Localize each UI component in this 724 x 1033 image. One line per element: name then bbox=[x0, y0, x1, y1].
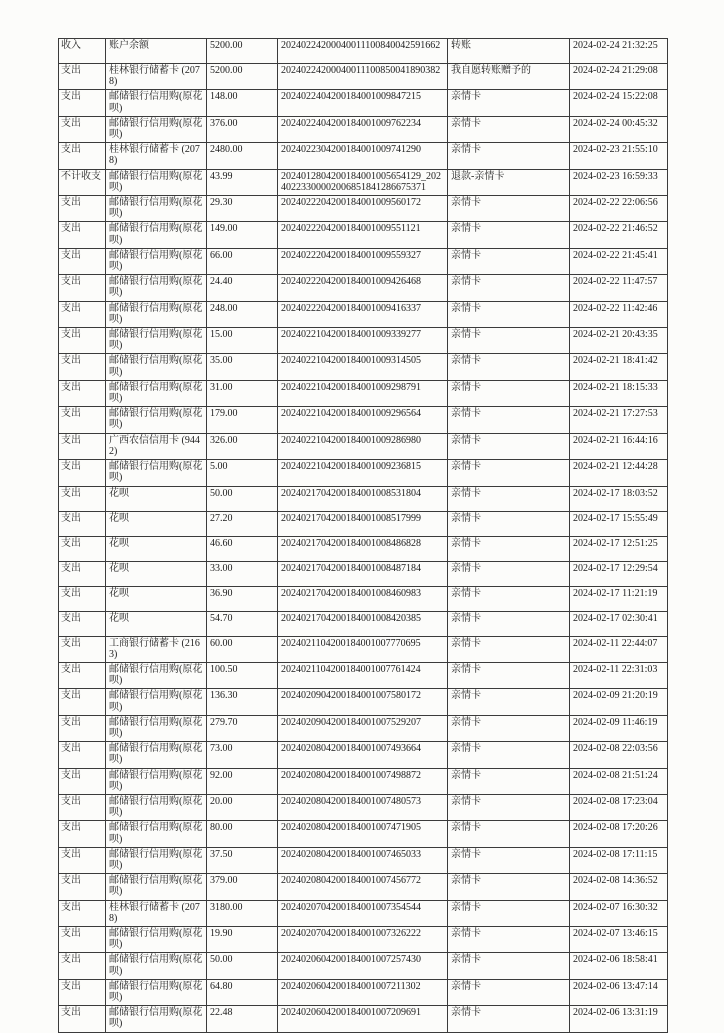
cell-note: 亲情卡 bbox=[448, 847, 570, 873]
cell-amount: 46.60 bbox=[207, 536, 278, 561]
cell-note: 我自愿转账赠予的 bbox=[448, 64, 570, 90]
cell-transaction-type: 支出 bbox=[59, 116, 106, 142]
cell-datetime: 2024-02-08 17:20:26 bbox=[570, 821, 668, 847]
cell-datetime: 2024-02-07 13:46:15 bbox=[570, 926, 668, 952]
cell-transaction-id: 2024022104200184001009314505 bbox=[278, 354, 448, 380]
cell-note: 亲情卡 bbox=[448, 407, 570, 433]
cell-amount: 92.00 bbox=[207, 768, 278, 794]
cell-transaction-type: 不计收支 bbox=[59, 169, 106, 195]
cell-datetime: 2024-02-22 21:46:52 bbox=[570, 222, 668, 248]
cell-account: 花呗 bbox=[106, 611, 207, 636]
cell-account: 邮储银行信用购(原花呗) bbox=[106, 380, 207, 406]
cell-account: 邮储银行信用购(原花呗) bbox=[106, 301, 207, 327]
cell-transaction-type: 支出 bbox=[59, 1006, 106, 1032]
cell-account: 邮储银行信用购(原花呗) bbox=[106, 248, 207, 274]
cell-transaction-id: 2024022204200184001009426468 bbox=[278, 275, 448, 301]
cell-note: 亲情卡 bbox=[448, 460, 570, 486]
cell-note: 亲情卡 bbox=[448, 196, 570, 222]
table-row bbox=[59, 662, 668, 688]
cell-amount: 376.00 bbox=[207, 116, 278, 142]
cell-note: 亲情卡 bbox=[448, 354, 570, 380]
cell-datetime: 2024-02-17 15:55:49 bbox=[570, 511, 668, 536]
cell-account: 邮储银行信用购(原花呗) bbox=[106, 328, 207, 354]
cell-transaction-type: 支出 bbox=[59, 900, 106, 926]
cell-note: 亲情卡 bbox=[448, 953, 570, 979]
cell-account: 邮储银行信用购(原花呗) bbox=[106, 953, 207, 979]
cell-account: 邮储银行信用购(原花呗) bbox=[106, 407, 207, 433]
cell-amount: 24.40 bbox=[207, 275, 278, 301]
cell-transaction-id: 2024020604200184001007211302 bbox=[278, 979, 448, 1005]
cell-transaction-id: 2024021704200184001008531804 bbox=[278, 486, 448, 511]
table-row bbox=[59, 196, 668, 222]
cell-transaction-type: 支出 bbox=[59, 768, 106, 794]
cell-note: 亲情卡 bbox=[448, 821, 570, 847]
cell-transaction-type: 支出 bbox=[59, 328, 106, 354]
cell-datetime: 2024-02-24 21:32:25 bbox=[570, 39, 668, 64]
cell-note: 亲情卡 bbox=[448, 874, 570, 900]
cell-transaction-type: 支出 bbox=[59, 742, 106, 768]
cell-transaction-id: 2024022304200184001009741290 bbox=[278, 143, 448, 169]
cell-transaction-type: 支出 bbox=[59, 143, 106, 169]
cell-account: 邮储银行信用购(原花呗) bbox=[106, 196, 207, 222]
cell-note: 亲情卡 bbox=[448, 143, 570, 169]
cell-transaction-type: 支出 bbox=[59, 380, 106, 406]
cell-amount: 3180.00 bbox=[207, 900, 278, 926]
cell-transaction-id: 2024022404200184001009847215 bbox=[278, 90, 448, 116]
cell-account: 花呗 bbox=[106, 561, 207, 586]
cell-account: 桂林银行储蓄卡 (2078) bbox=[106, 143, 207, 169]
cell-transaction-type: 支出 bbox=[59, 301, 106, 327]
cell-account: 邮储银行信用购(原花呗) bbox=[106, 169, 207, 195]
cell-transaction-id: 2024022204200184001009560172 bbox=[278, 196, 448, 222]
cell-amount: 27.20 bbox=[207, 511, 278, 536]
cell-account: 花呗 bbox=[106, 511, 207, 536]
cell-account: 邮储银行信用购(原花呗) bbox=[106, 460, 207, 486]
cell-transaction-id: 2024021704200184001008487184 bbox=[278, 561, 448, 586]
cell-transaction-type: 支出 bbox=[59, 64, 106, 90]
cell-account: 花呗 bbox=[106, 586, 207, 611]
cell-transaction-id: 2024021704200184001008517999 bbox=[278, 511, 448, 536]
cell-account: 桂林银行储蓄卡 (2078) bbox=[106, 900, 207, 926]
cell-note: 亲情卡 bbox=[448, 248, 570, 274]
cell-amount: 36.90 bbox=[207, 586, 278, 611]
table-row bbox=[59, 715, 668, 741]
table-row bbox=[59, 847, 668, 873]
table-row bbox=[59, 636, 668, 662]
table-row bbox=[59, 979, 668, 1005]
cell-note: 亲情卡 bbox=[448, 536, 570, 561]
table-row bbox=[59, 586, 668, 611]
table-row bbox=[59, 926, 668, 952]
cell-datetime: 2024-02-06 13:47:14 bbox=[570, 979, 668, 1005]
table-row bbox=[59, 433, 668, 459]
cell-transaction-id: 2024021704200184001008486828 bbox=[278, 536, 448, 561]
cell-transaction-type: 支出 bbox=[59, 715, 106, 741]
cell-note: 亲情卡 bbox=[448, 979, 570, 1005]
cell-amount: 248.00 bbox=[207, 301, 278, 327]
cell-datetime: 2024-02-21 18:15:33 bbox=[570, 380, 668, 406]
table-row bbox=[59, 301, 668, 327]
cell-amount: 100.50 bbox=[207, 662, 278, 688]
cell-datetime: 2024-02-11 22:44:07 bbox=[570, 636, 668, 662]
cell-note: 亲情卡 bbox=[448, 742, 570, 768]
cell-transaction-id: 2024020804200184001007498872 bbox=[278, 768, 448, 794]
cell-note: 亲情卡 bbox=[448, 511, 570, 536]
cell-transaction-id: 2024020804200184001007480573 bbox=[278, 794, 448, 820]
cell-account: 邮储银行信用购(原花呗) bbox=[106, 90, 207, 116]
table-row bbox=[59, 328, 668, 354]
cell-datetime: 2024-02-08 21:51:24 bbox=[570, 768, 668, 794]
cell-transaction-id: 20240224200040011100840042591662 bbox=[278, 39, 448, 64]
table-row bbox=[59, 90, 668, 116]
cell-amount: 15.00 bbox=[207, 328, 278, 354]
cell-transaction-type: 支出 bbox=[59, 248, 106, 274]
cell-amount: 29.30 bbox=[207, 196, 278, 222]
cell-transaction-id: 2024022204200184001009416337 bbox=[278, 301, 448, 327]
cell-account: 邮储银行信用购(原花呗) bbox=[106, 116, 207, 142]
cell-datetime: 2024-02-08 22:03:56 bbox=[570, 742, 668, 768]
cell-note: 亲情卡 bbox=[448, 1006, 570, 1032]
cell-datetime: 2024-02-24 21:29:08 bbox=[570, 64, 668, 90]
cell-datetime: 2024-02-17 11:21:19 bbox=[570, 586, 668, 611]
cell-datetime: 2024-02-24 00:45:32 bbox=[570, 116, 668, 142]
cell-transaction-type: 支出 bbox=[59, 926, 106, 952]
cell-account: 邮储银行信用购(原花呗) bbox=[106, 742, 207, 768]
table-row bbox=[59, 1006, 668, 1032]
cell-note: 亲情卡 bbox=[448, 586, 570, 611]
table-row bbox=[59, 742, 668, 768]
cell-amount: 136.30 bbox=[207, 689, 278, 715]
cell-transaction-id: 2024020804200184001007471905 bbox=[278, 821, 448, 847]
cell-transaction-type: 支出 bbox=[59, 821, 106, 847]
cell-account: 邮储银行信用购(原花呗) bbox=[106, 847, 207, 873]
cell-transaction-type: 支出 bbox=[59, 586, 106, 611]
cell-note: 亲情卡 bbox=[448, 116, 570, 142]
cell-transaction-type: 支出 bbox=[59, 874, 106, 900]
table-row bbox=[59, 275, 668, 301]
table-row bbox=[59, 561, 668, 586]
cell-transaction-id: 2024020804200184001007465033 bbox=[278, 847, 448, 873]
table-row bbox=[59, 116, 668, 142]
cell-account: 邮储银行信用购(原花呗) bbox=[106, 689, 207, 715]
cell-amount: 326.00 bbox=[207, 433, 278, 459]
cell-transaction-type: 支出 bbox=[59, 611, 106, 636]
cell-amount: 279.70 bbox=[207, 715, 278, 741]
cell-amount: 20.00 bbox=[207, 794, 278, 820]
cell-amount: 80.00 bbox=[207, 821, 278, 847]
cell-account: 邮储银行信用购(原花呗) bbox=[106, 768, 207, 794]
cell-transaction-id: 2024022104200184001009286980 bbox=[278, 433, 448, 459]
cell-note: 转账 bbox=[448, 39, 570, 64]
cell-transaction-type: 支出 bbox=[59, 561, 106, 586]
cell-amount: 148.00 bbox=[207, 90, 278, 116]
cell-transaction-type: 支出 bbox=[59, 460, 106, 486]
cell-account: 邮储银行信用购(原花呗) bbox=[106, 821, 207, 847]
cell-datetime: 2024-02-06 18:58:41 bbox=[570, 953, 668, 979]
cell-amount: 31.00 bbox=[207, 380, 278, 406]
cell-datetime: 2024-02-17 02:30:41 bbox=[570, 611, 668, 636]
cell-transaction-id: 2024021104200184001007761424 bbox=[278, 662, 448, 688]
cell-amount: 37.50 bbox=[207, 847, 278, 873]
cell-transaction-id: 2024020604200184001007209691 bbox=[278, 1006, 448, 1032]
table-row bbox=[59, 486, 668, 511]
cell-note: 亲情卡 bbox=[448, 611, 570, 636]
cell-transaction-id: 20240224200040011100850041890382 bbox=[278, 64, 448, 90]
cell-account: 账户余额 bbox=[106, 39, 207, 64]
cell-note: 亲情卡 bbox=[448, 715, 570, 741]
cell-account: 花呗 bbox=[106, 536, 207, 561]
cell-amount: 35.00 bbox=[207, 354, 278, 380]
table-row bbox=[59, 953, 668, 979]
cell-amount: 19.90 bbox=[207, 926, 278, 952]
cell-transaction-type: 支出 bbox=[59, 847, 106, 873]
cell-transaction-id: 2024022104200184001009298791 bbox=[278, 380, 448, 406]
transaction-statement-page bbox=[58, 38, 667, 1033]
cell-transaction-type: 支出 bbox=[59, 794, 106, 820]
cell-transaction-type: 支出 bbox=[59, 275, 106, 301]
cell-datetime: 2024-02-21 12:44:28 bbox=[570, 460, 668, 486]
cell-transaction-type: 支出 bbox=[59, 689, 106, 715]
cell-transaction-id: 2024020804200184001007456772 bbox=[278, 874, 448, 900]
cell-transaction-type: 支出 bbox=[59, 536, 106, 561]
table-row bbox=[59, 143, 668, 169]
cell-amount: 64.80 bbox=[207, 979, 278, 1005]
cell-transaction-id: 2024021704200184001008460983 bbox=[278, 586, 448, 611]
cell-datetime: 2024-02-08 17:11:15 bbox=[570, 847, 668, 873]
cell-transaction-id: 2024012804200184001005654129_20240223300002006851841286675371 bbox=[278, 169, 448, 195]
cell-transaction-type: 收入 bbox=[59, 39, 106, 64]
cell-note: 亲情卡 bbox=[448, 768, 570, 794]
cell-transaction-type: 支出 bbox=[59, 90, 106, 116]
table-row bbox=[59, 460, 668, 486]
table-row bbox=[59, 794, 668, 820]
cell-account: 邮储银行信用购(原花呗) bbox=[106, 979, 207, 1005]
cell-amount: 149.00 bbox=[207, 222, 278, 248]
cell-note: 亲情卡 bbox=[448, 486, 570, 511]
cell-datetime: 2024-02-08 14:36:52 bbox=[570, 874, 668, 900]
cell-datetime: 2024-02-11 22:31:03 bbox=[570, 662, 668, 688]
table-row bbox=[59, 222, 668, 248]
cell-account: 广西农信信用卡 (9442) bbox=[106, 433, 207, 459]
cell-amount: 60.00 bbox=[207, 636, 278, 662]
cell-transaction-id: 2024020904200184001007580172 bbox=[278, 689, 448, 715]
cell-transaction-id: 2024022204200184001009551121 bbox=[278, 222, 448, 248]
cell-account: 邮储银行信用购(原花呗) bbox=[106, 354, 207, 380]
cell-note: 亲情卡 bbox=[448, 794, 570, 820]
cell-datetime: 2024-02-08 17:23:04 bbox=[570, 794, 668, 820]
cell-account: 邮储银行信用购(原花呗) bbox=[106, 926, 207, 952]
cell-transaction-type: 支出 bbox=[59, 953, 106, 979]
table-row bbox=[59, 874, 668, 900]
cell-amount: 22.48 bbox=[207, 1006, 278, 1032]
cell-transaction-id: 2024022104200184001009296564 bbox=[278, 407, 448, 433]
cell-account: 邮储银行信用购(原花呗) bbox=[106, 222, 207, 248]
cell-amount: 2480.00 bbox=[207, 143, 278, 169]
cell-transaction-type: 支出 bbox=[59, 433, 106, 459]
cell-datetime: 2024-02-23 21:55:10 bbox=[570, 143, 668, 169]
cell-datetime: 2024-02-22 21:45:41 bbox=[570, 248, 668, 274]
cell-transaction-id: 2024020704200184001007326222 bbox=[278, 926, 448, 952]
table-row bbox=[59, 821, 668, 847]
cell-note: 亲情卡 bbox=[448, 275, 570, 301]
cell-transaction-type: 支出 bbox=[59, 407, 106, 433]
cell-datetime: 2024-02-21 20:43:35 bbox=[570, 328, 668, 354]
table-row bbox=[59, 64, 668, 90]
cell-amount: 73.00 bbox=[207, 742, 278, 768]
cell-datetime: 2024-02-21 16:44:16 bbox=[570, 433, 668, 459]
table-row bbox=[59, 689, 668, 715]
table-row bbox=[59, 900, 668, 926]
table-row bbox=[59, 354, 668, 380]
cell-datetime: 2024-02-17 18:03:52 bbox=[570, 486, 668, 511]
cell-amount: 43.99 bbox=[207, 169, 278, 195]
cell-account: 桂林银行储蓄卡 (2078) bbox=[106, 64, 207, 90]
cell-datetime: 2024-02-17 12:51:25 bbox=[570, 536, 668, 561]
cell-note: 亲情卡 bbox=[448, 900, 570, 926]
cell-amount: 54.70 bbox=[207, 611, 278, 636]
cell-account: 邮储银行信用购(原花呗) bbox=[106, 715, 207, 741]
cell-transaction-type: 支出 bbox=[59, 662, 106, 688]
table-row bbox=[59, 407, 668, 433]
cell-amount: 50.00 bbox=[207, 953, 278, 979]
cell-datetime: 2024-02-24 15:22:08 bbox=[570, 90, 668, 116]
cell-note: 亲情卡 bbox=[448, 433, 570, 459]
cell-amount: 33.00 bbox=[207, 561, 278, 586]
cell-datetime: 2024-02-22 22:06:56 bbox=[570, 196, 668, 222]
cell-transaction-type: 支出 bbox=[59, 636, 106, 662]
cell-transaction-id: 2024022204200184001009559327 bbox=[278, 248, 448, 274]
cell-datetime: 2024-02-09 21:20:19 bbox=[570, 689, 668, 715]
transactions-body bbox=[59, 39, 668, 1033]
table-row bbox=[59, 536, 668, 561]
cell-note: 亲情卡 bbox=[448, 380, 570, 406]
table-row bbox=[59, 768, 668, 794]
table-row bbox=[59, 169, 668, 195]
cell-datetime: 2024-02-23 16:59:33 bbox=[570, 169, 668, 195]
cell-account: 邮储银行信用购(原花呗) bbox=[106, 874, 207, 900]
cell-transaction-type: 支出 bbox=[59, 196, 106, 222]
cell-note: 亲情卡 bbox=[448, 636, 570, 662]
cell-datetime: 2024-02-07 16:30:32 bbox=[570, 900, 668, 926]
cell-transaction-id: 2024021104200184001007770695 bbox=[278, 636, 448, 662]
cell-amount: 5.00 bbox=[207, 460, 278, 486]
cell-transaction-type: 支出 bbox=[59, 486, 106, 511]
cell-transaction-id: 2024021704200184001008420385 bbox=[278, 611, 448, 636]
cell-note: 亲情卡 bbox=[448, 662, 570, 688]
cell-note: 亲情卡 bbox=[448, 689, 570, 715]
cell-note: 亲情卡 bbox=[448, 561, 570, 586]
cell-datetime: 2024-02-22 11:47:57 bbox=[570, 275, 668, 301]
cell-note: 亲情卡 bbox=[448, 926, 570, 952]
cell-note: 亲情卡 bbox=[448, 301, 570, 327]
cell-amount: 5200.00 bbox=[207, 39, 278, 64]
cell-note: 亲情卡 bbox=[448, 328, 570, 354]
cell-account: 邮储银行信用购(原花呗) bbox=[106, 1006, 207, 1032]
cell-note: 亲情卡 bbox=[448, 90, 570, 116]
cell-amount: 179.00 bbox=[207, 407, 278, 433]
cell-transaction-id: 2024022104200184001009339277 bbox=[278, 328, 448, 354]
table-row bbox=[59, 511, 668, 536]
table-row bbox=[59, 248, 668, 274]
cell-transaction-type: 支出 bbox=[59, 511, 106, 536]
cell-datetime: 2024-02-21 18:41:42 bbox=[570, 354, 668, 380]
cell-account: 工商银行储蓄卡 (2163) bbox=[106, 636, 207, 662]
cell-account: 邮储银行信用购(原花呗) bbox=[106, 794, 207, 820]
cell-datetime: 2024-02-17 12:29:54 bbox=[570, 561, 668, 586]
cell-datetime: 2024-02-22 11:42:46 bbox=[570, 301, 668, 327]
cell-transaction-type: 支出 bbox=[59, 979, 106, 1005]
transactions-table bbox=[58, 38, 668, 1033]
cell-account: 花呗 bbox=[106, 486, 207, 511]
cell-transaction-id: 2024020604200184001007257430 bbox=[278, 953, 448, 979]
cell-datetime: 2024-02-09 11:46:19 bbox=[570, 715, 668, 741]
cell-datetime: 2024-02-21 17:27:53 bbox=[570, 407, 668, 433]
cell-transaction-id: 2024020904200184001007529207 bbox=[278, 715, 448, 741]
cell-amount: 66.00 bbox=[207, 248, 278, 274]
cell-amount: 379.00 bbox=[207, 874, 278, 900]
cell-transaction-type: 支出 bbox=[59, 354, 106, 380]
cell-transaction-id: 2024022404200184001009762234 bbox=[278, 116, 448, 142]
table-row bbox=[59, 39, 668, 64]
cell-datetime: 2024-02-06 13:31:19 bbox=[570, 1006, 668, 1032]
cell-note: 亲情卡 bbox=[448, 222, 570, 248]
cell-amount: 50.00 bbox=[207, 486, 278, 511]
cell-amount: 5200.00 bbox=[207, 64, 278, 90]
cell-account: 邮储银行信用购(原花呗) bbox=[106, 662, 207, 688]
cell-transaction-id: 2024020704200184001007354544 bbox=[278, 900, 448, 926]
table-row bbox=[59, 380, 668, 406]
cell-transaction-id: 2024022104200184001009236815 bbox=[278, 460, 448, 486]
cell-note: 退款-亲情卡 bbox=[448, 169, 570, 195]
cell-account: 邮储银行信用购(原花呗) bbox=[106, 275, 207, 301]
cell-transaction-id: 2024020804200184001007493664 bbox=[278, 742, 448, 768]
cell-transaction-type: 支出 bbox=[59, 222, 106, 248]
table-row bbox=[59, 611, 668, 636]
